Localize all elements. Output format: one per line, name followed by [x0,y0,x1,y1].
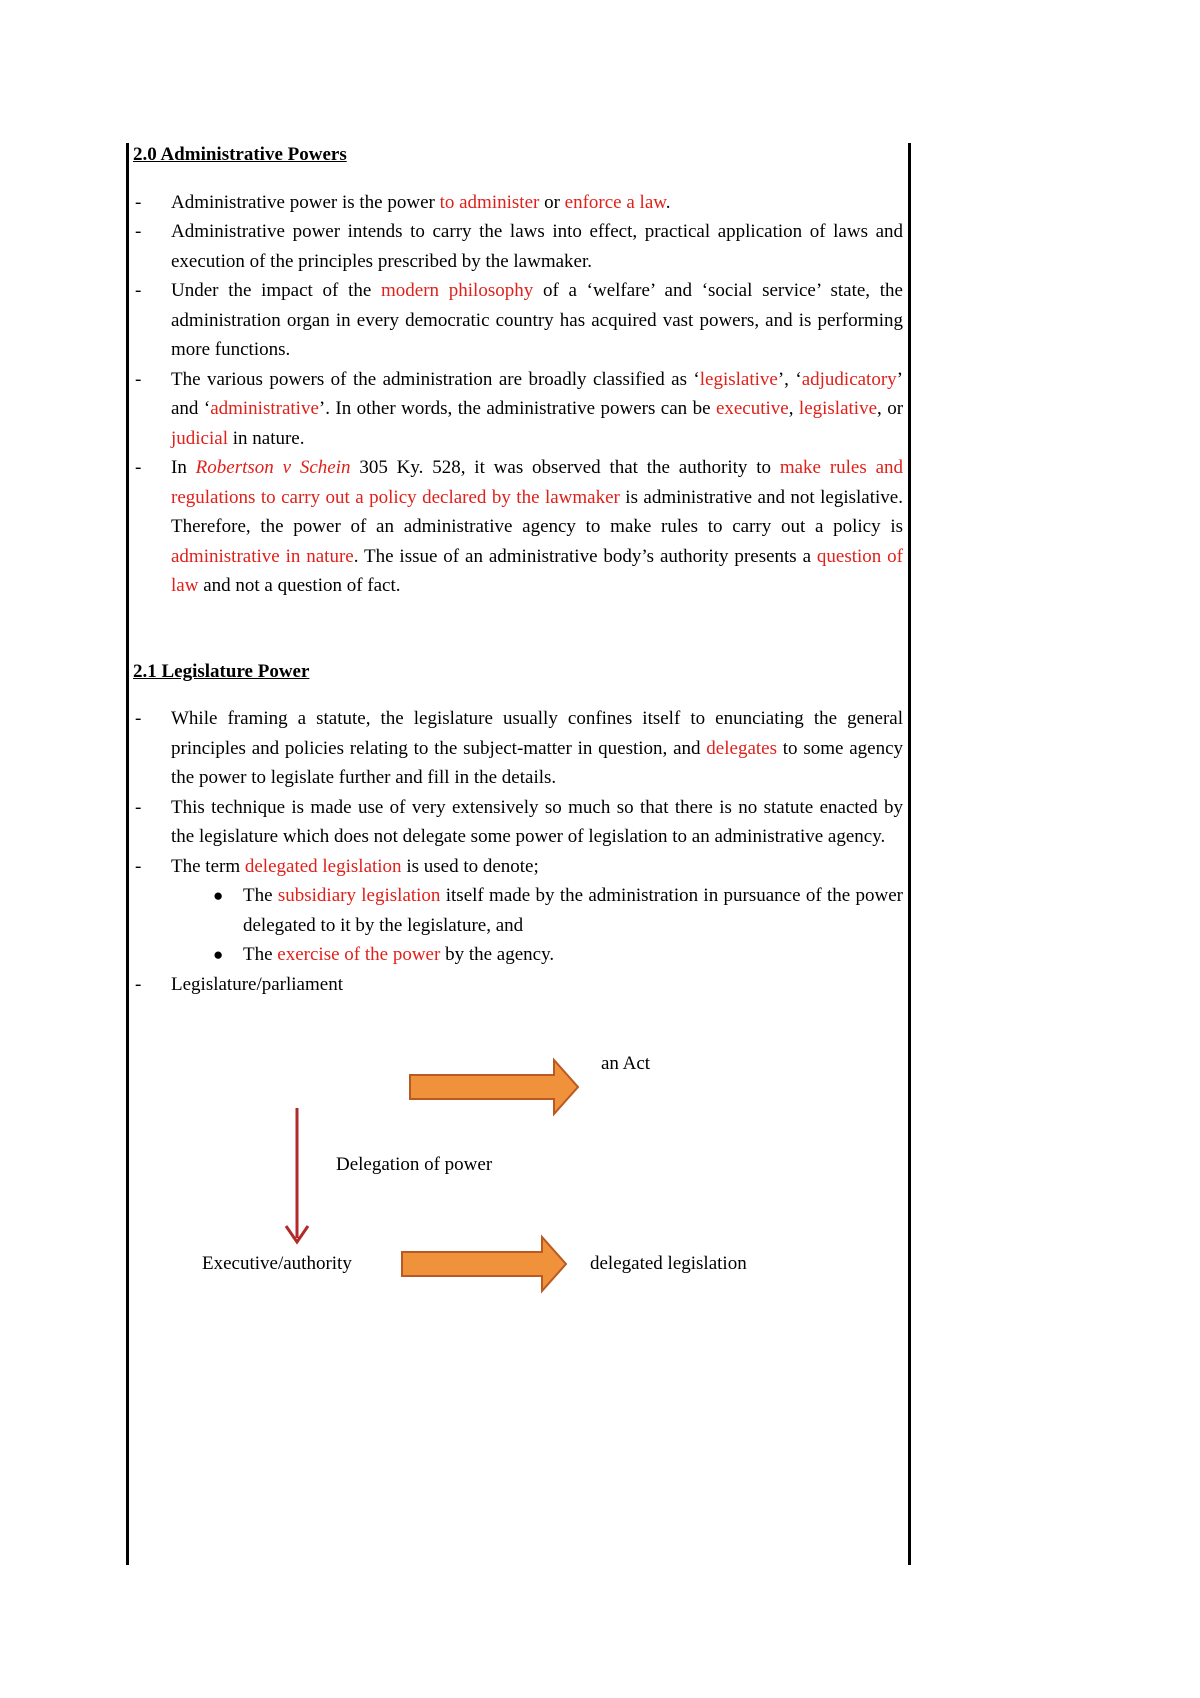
highlighted-term: question of law [171,545,903,596]
list-item: - The term delegated legislation is used to denote; [133,852,903,882]
highlighted-term: Robertson v Schein [195,457,351,478]
section-heading-administrative-powers: 2.0 Administrative Powers [133,144,347,165]
frame-left-border [126,143,129,1565]
highlighted-term: exercise of the power [277,944,441,965]
list-item: - This technique is made use of very extensively so much so that there is no statute enacted by the legislature which does not delegate some power of legislation to an administrative agency. [133,793,903,852]
act-label: an Act [601,1053,651,1074]
delegation-of-power-label: Delegation of power [336,1154,493,1175]
bullet-icon: ● [213,945,224,964]
highlighted-term: delegated legislation [244,855,402,877]
delegated-legislation-sublist [133,881,903,970]
highlighted-term: subsidiary legislation [277,885,441,906]
highlighted-term: executive [715,398,789,419]
highlighted-term: administrative [210,398,319,419]
highlighted-term: legislative [798,398,878,419]
bullet-icon: ● [213,886,224,905]
arrow-executive-to-delegated-legislation [402,1237,566,1291]
list-item: - Administrative power intends to carry the laws into effect, practical application of laws and execution of the principles prescribed by the lawmaker. [133,217,903,276]
highlighted-term: administrative in nature [171,545,354,567]
document-body [133,140,903,999]
highlighted-term: judicial [171,427,228,449]
list-item: - Under the impact of the modern philosophy of a ‘welfare’ and ‘social service’ state, the administration organ in every democratic country has acquired vast powers, and is performing more functions. [133,276,903,365]
highlighted-term: delegates [706,737,777,759]
list-item: - The various powers of the administration are broadly classified as ‘legislative’, ‘adjudicatory’ and ‘administrative’. In other words, the administrative powers can be executive, legislative, or judicial in nature. [133,365,903,454]
arrow-legislature-to-act [410,1060,578,1114]
list-item: ● The exercise of the power by the agency. [205,940,903,970]
highlighted-term: modern philosophy [381,280,534,301]
highlighted-term: make rules and regulations to carry out a policy declared by the lawmaker [171,457,904,508]
legislature-parliament-label: Legislature/parliament [171,973,343,995]
list-item: ● The subsidiary legislation itself made by the administration in pursuance of the power delegated to it by the legislature, and [205,881,903,940]
administrative-powers-list [133,188,903,601]
list-item: - While framing a statute, the legislature usually confines itself to enunciating the general principles and policies relating to the subject-matter in question, and delegates to some agency the power to legislate further and fill in the details. [133,704,903,793]
list-item: - Administrative power is the power to administer or enforce a law. [133,188,903,218]
down-arrow-head [286,1226,308,1242]
executive-authority-label: Executive/authority [202,1253,352,1274]
list-item-legislature-parliament [133,970,903,1000]
highlighted-term: to administer [439,191,540,213]
frame-right-border [908,143,911,1565]
legislature-power-list [133,704,903,881]
section-heading-legislature-power: 2.1 Legislature Power [133,660,310,682]
list-item: - In Robertson v Schein 305 Ky. 528, it was observed that the authority to make rules and regulations to carry out a policy declared by the lawmaker is administrative and not legislative. Therefore, the power of an administrative agency to make rules to carry out a policy is administrative in nature. The issue of an administrative body’s authority presents a question of law and not a question of fact. [133,453,903,601]
highlighted-term: adjudicatory [801,368,897,390]
highlighted-term: legislative [699,368,778,390]
delegated-legislation-label: delegated legislation [590,1253,747,1274]
highlighted-term: enforce a law [564,191,666,213]
